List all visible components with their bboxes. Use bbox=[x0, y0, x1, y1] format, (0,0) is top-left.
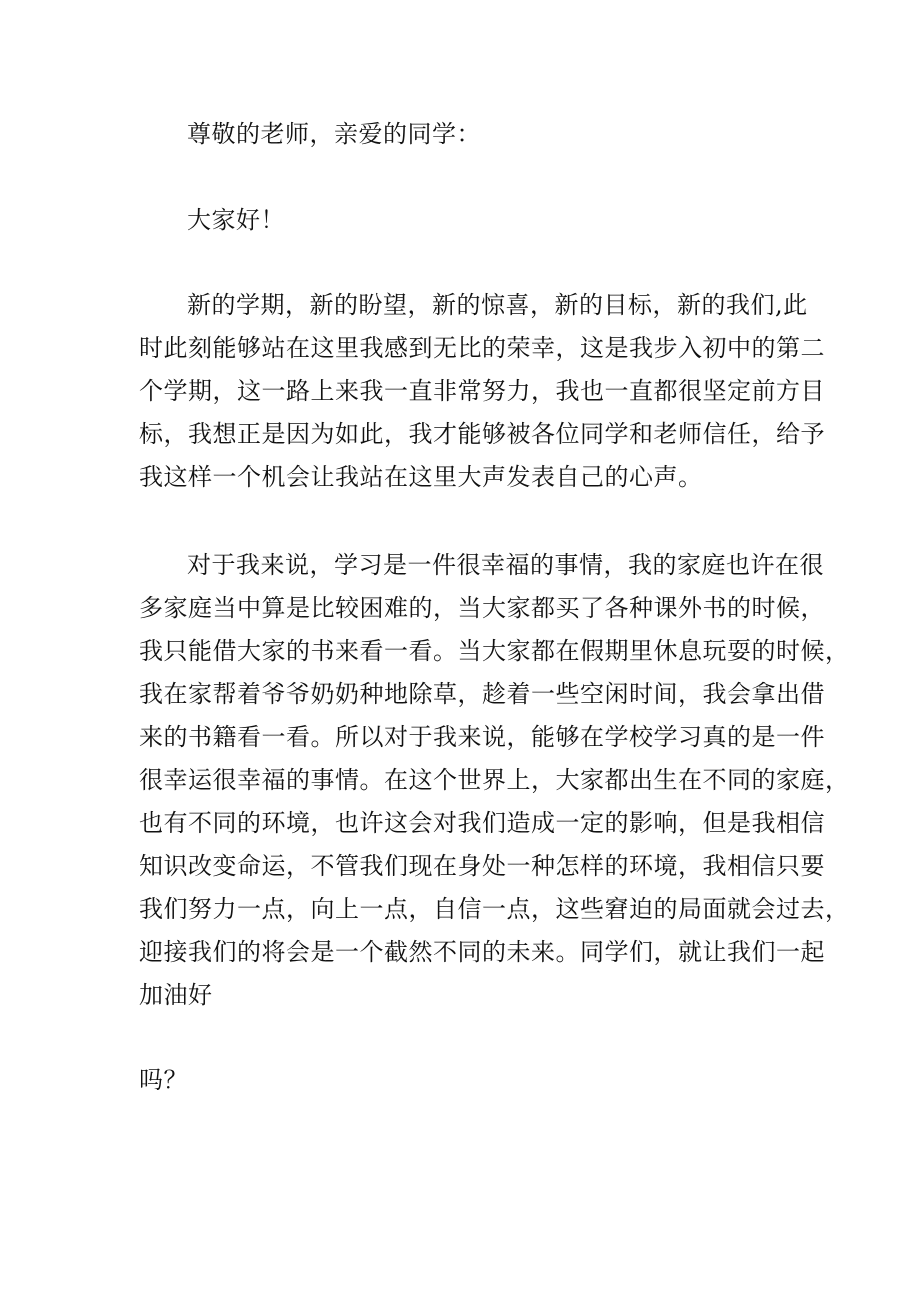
paragraph-line: 也有不同的环境，也许这会对我们造成一定的影响，但是我相信 bbox=[139, 809, 825, 837]
paragraph-line: 多家庭当中算是比较困难的，当大家都买了各种课外书的时候， bbox=[139, 594, 825, 622]
paragraph-line: 对于我来说，学习是一件很幸福的事情，我的家庭也许在很 bbox=[187, 551, 824, 579]
greeting: 大家好！ bbox=[187, 206, 285, 234]
paragraph-line: 来的书籍看一看。所以对于我来说，能够在学校学习真的是一件 bbox=[139, 723, 825, 751]
paragraph-line: 加油好 bbox=[139, 981, 213, 1009]
paragraph-line: 新的学期，新的盼望，新的惊喜，新的目标，新的我们,此 bbox=[187, 291, 808, 319]
paragraph-line: 我们努力一点，向上一点，自信一点，这些窘迫的局面就会过去， bbox=[139, 895, 850, 923]
paragraph-line: 我这样一个机会让我站在这里大声发表自己的心声。 bbox=[139, 463, 703, 491]
paragraph-line: 个学期，这一路上来我一直非常努力，我也一直都很坚定前方目 bbox=[139, 377, 825, 405]
closing-line: 吗？ bbox=[139, 1066, 188, 1094]
paragraph-line: 很幸运很幸福的事情。在这个世界上，大家都出生在不同的家庭， bbox=[139, 766, 850, 794]
paragraph-line: 知识改变命运，不管我们现在身处一种怎样的环境，我相信只要 bbox=[139, 852, 825, 880]
salutation: 尊敬的老师，亲爱的同学： bbox=[187, 120, 481, 148]
paragraph-line: 我只能借大家的书来看一看。当大家都在假期里休息玩耍的时候， bbox=[139, 637, 850, 665]
paragraph-line: 我在家帮着爷爷奶奶种地除草，趁着一些空闲时间，我会拿出借 bbox=[139, 680, 825, 708]
paragraph-line: 迎接我们的将会是一个截然不同的未来。同学们，就让我们一起 bbox=[139, 938, 825, 966]
paragraph-line: 标，我想正是因为如此，我才能够被各位同学和老师信任，给予 bbox=[139, 420, 825, 448]
paragraph-line: 时此刻能够站在这里我感到无比的荣幸，这是我步入初中的第二 bbox=[139, 334, 825, 362]
